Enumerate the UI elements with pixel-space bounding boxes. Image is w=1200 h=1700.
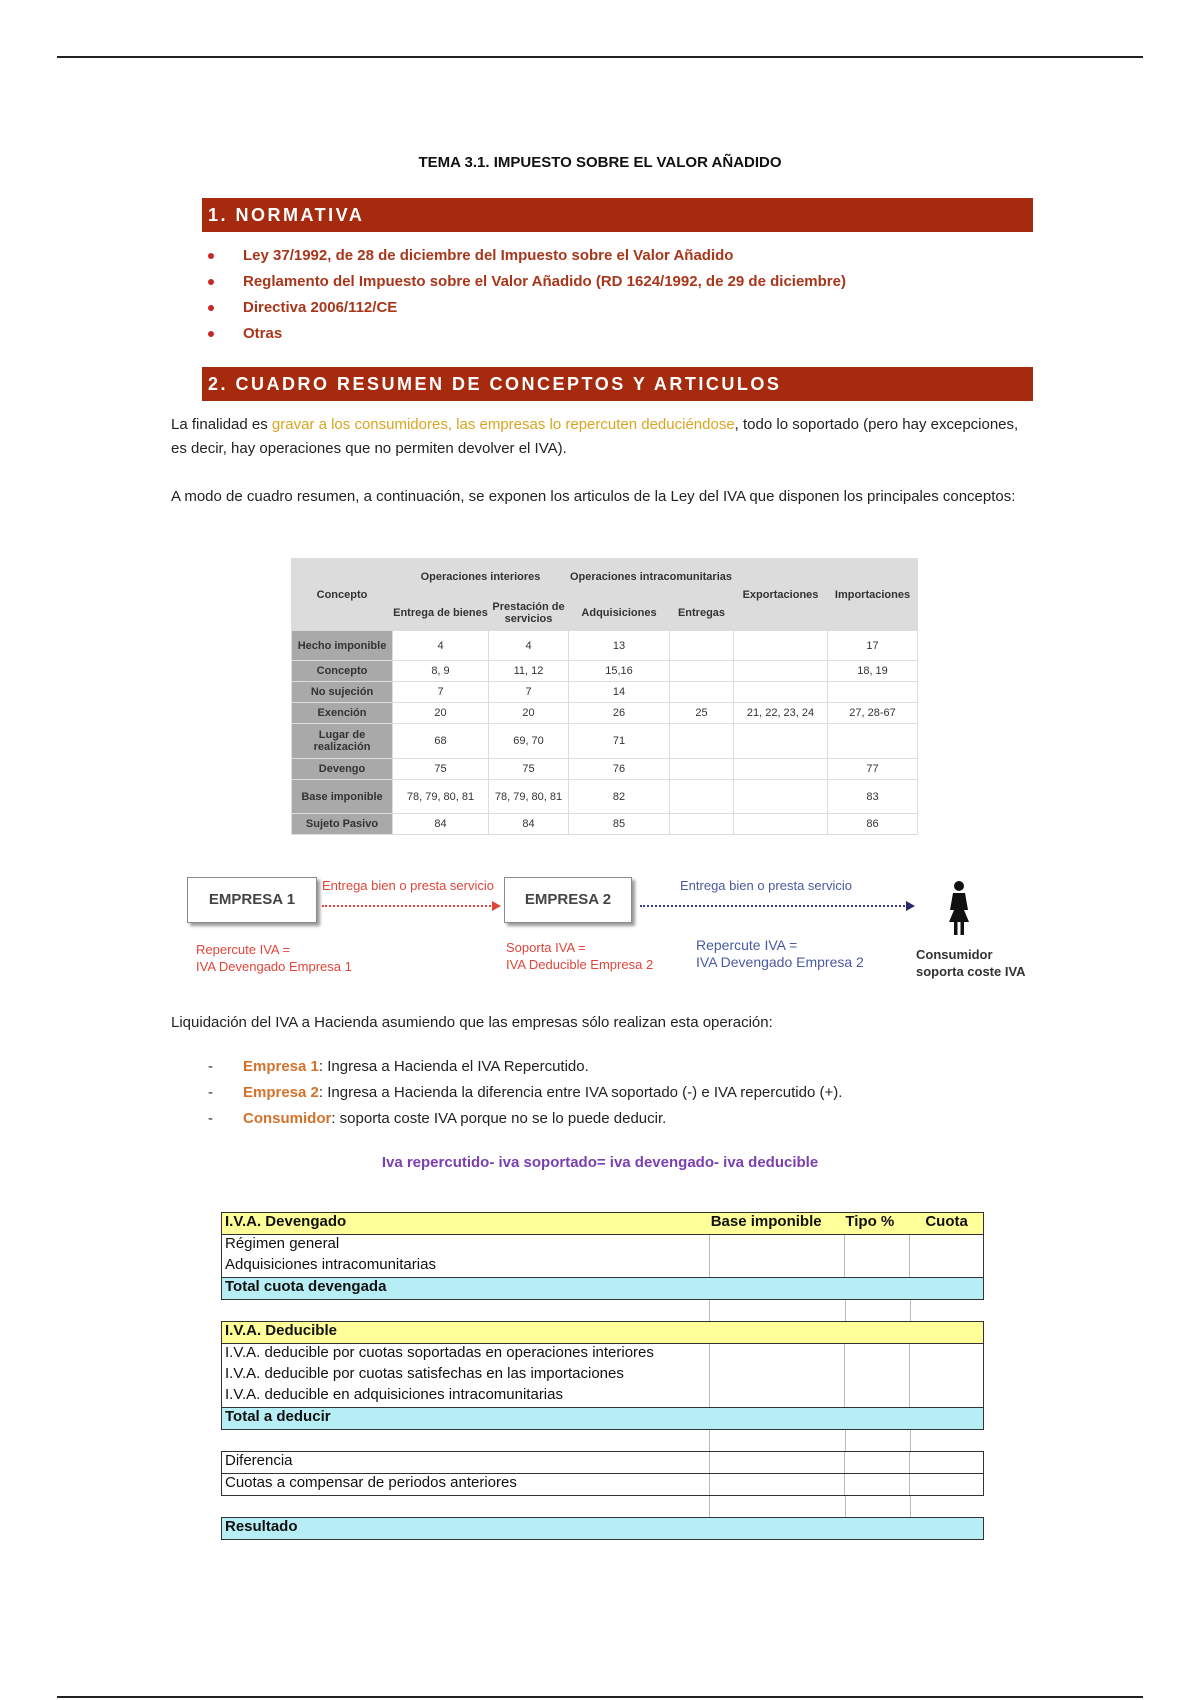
- list-item: Otras: [206, 324, 846, 350]
- table-row: Base imponible 78, 79, 80, 81 78, 79, 80, 81 82 83: [292, 780, 918, 814]
- list-item: - Empresa 2: Ingresa a Hacienda la diferencia entre IVA soportado (-) e IVA repercutido (+).: [208, 1084, 843, 1101]
- footer-rule: [57, 1696, 1143, 1698]
- arrow2-label: Entrega bien o presta servicio: [680, 878, 852, 893]
- arrow1-label: Entrega bien o presta servicio: [322, 878, 494, 893]
- paragraph-finalidad: La finalidad es gravar a los consumidores, las empresas lo repercuten deduciéndose, todo lo soportado (pero hay excepciones, es decir, hay operaciones que no permiten devolver el IVA).: [171, 416, 1019, 457]
- header-entrega-bienes: Entrega de bienes: [393, 595, 489, 631]
- table-row: I.V.A. deducible por cuotas soportadas en operaciones interiores: [221, 1344, 984, 1365]
- header-prestacion-servicios: Prestación de servicios: [489, 595, 569, 631]
- paragraph-cuadro-resumen: A modo de cuadro resumen, a continuación, se exponen los articulos de la Ley del IVA que disponen los principales conceptos:: [171, 488, 1016, 505]
- table-row: Exención 20 20 26 25 21, 22, 23, 24 27, 28-67: [292, 703, 918, 724]
- table-row: I.V.A. deducible por cuotas satisfechas en las importaciones: [221, 1365, 984, 1386]
- arrow1-head-icon: [492, 901, 501, 911]
- empresa2-repercute-note: Repercute IVA = IVA Devengado Empresa 2: [696, 937, 864, 970]
- total-deducir-row: Total a deducir: [221, 1407, 984, 1430]
- arrow2-head-icon: [906, 901, 915, 911]
- empresa1-box: EMPRESA 1: [187, 877, 317, 923]
- empresa2-soporta-note: Soporta IVA = IVA Deducible Empresa 2: [506, 940, 654, 972]
- highlighted-text: gravar a los consumidores, las empresas lo repercuten deduciéndose: [271, 416, 735, 433]
- iva-liquidation-form: [221, 1212, 984, 1540]
- deducible-header-row: I.V.A. Deducible: [221, 1321, 984, 1344]
- list-item: Ley 37/1992, de 28 de diciembre del Impuesto sobre el Valor Añadido: [206, 246, 846, 272]
- iva-formula: Iva repercutido- iva soportado= iva devengado- iva deducible: [381, 1154, 819, 1171]
- header-operaciones-intracomunitarias: Operaciones intracomunitarias: [569, 559, 734, 595]
- list-item: Reglamento del Impuesto sobre el Valor Añadido (RD 1624/1992, de 29 de diciembre): [206, 272, 846, 298]
- devengado-header-row: I.V.A. Devengado Base imponible Tipo % Cuota: [221, 1212, 984, 1235]
- diferencia-row: Diferencia: [221, 1451, 984, 1473]
- header-exportaciones: Exportaciones: [734, 559, 828, 631]
- liquidation-intro: Liquidación del IVA a Hacienda asumiendo que las empresas sólo realizan esta operación:: [171, 1014, 773, 1031]
- list-item: - Consumidor: soporta coste IVA porque no se lo puede deducir.: [208, 1110, 667, 1127]
- bullet-icon: [208, 305, 214, 311]
- table-row: Régimen general: [221, 1235, 984, 1256]
- document-title: TEMA 3.1. IMPUESTO SOBRE EL VALOR AÑADIDO: [418, 154, 782, 171]
- normativa-list: [206, 246, 846, 350]
- section-heading-cuadro-resumen: 2. CUADRO RESUMEN DE CONCEPTOS Y ARTICULOS: [202, 367, 1033, 401]
- arrow2-line: [640, 905, 908, 907]
- header-concepto: Concepto: [292, 559, 393, 631]
- list-item: - Empresa 1: Ingresa a Hacienda el IVA Repercutido.: [208, 1058, 589, 1075]
- cuotas-compensar-row: Cuotas a compensar de periodos anteriores: [221, 1473, 984, 1496]
- header-rule: [57, 56, 1143, 58]
- header-operaciones-interiores: Operaciones interiores: [393, 559, 569, 595]
- consumer-note: Consumidor soporta coste IVA: [916, 947, 1026, 979]
- table-row: I.V.A. deducible en adquisiciones intracomunitarias: [221, 1386, 984, 1407]
- header-entregas: Entregas: [670, 595, 734, 631]
- list-item: Directiva 2006/112/CE: [206, 298, 846, 324]
- liquidation-list: [206, 1055, 842, 1133]
- empresa1-note: Repercute IVA = IVA Devengado Empresa 1: [196, 942, 352, 974]
- empresa2-box: EMPRESA 2: [504, 877, 632, 923]
- bullet-icon: [208, 279, 214, 285]
- bullet-icon: [208, 331, 214, 337]
- consumer-person-icon: [945, 880, 973, 936]
- table-row: Concepto 8, 9 11, 12 15,16 18, 19: [292, 661, 918, 682]
- table-row: Sujeto Pasivo 84 84 85 86: [292, 814, 918, 835]
- table-row: Adquisiciones intracomunitarias: [221, 1256, 984, 1277]
- header-adquisiciones: Adquisiciones: [569, 595, 670, 631]
- bullet-icon: [208, 253, 214, 259]
- header-importaciones: Importaciones: [828, 559, 918, 631]
- total-devengada-row: Total cuota devengada: [221, 1277, 984, 1300]
- section-heading-normativa: 1. NORMATIVA: [202, 198, 1033, 232]
- table-row: No sujeción 7 7 14: [292, 682, 918, 703]
- table-row: Devengo 75 75 76 77: [292, 759, 918, 780]
- arrow1-line: [322, 905, 494, 907]
- concept-articles-table: [291, 558, 918, 835]
- resultado-row: Resultado: [221, 1517, 984, 1540]
- table-row: Lugar de realización 68 69, 70 71: [292, 724, 918, 759]
- table-row: Hecho imponible 4 4 13 17: [292, 631, 918, 661]
